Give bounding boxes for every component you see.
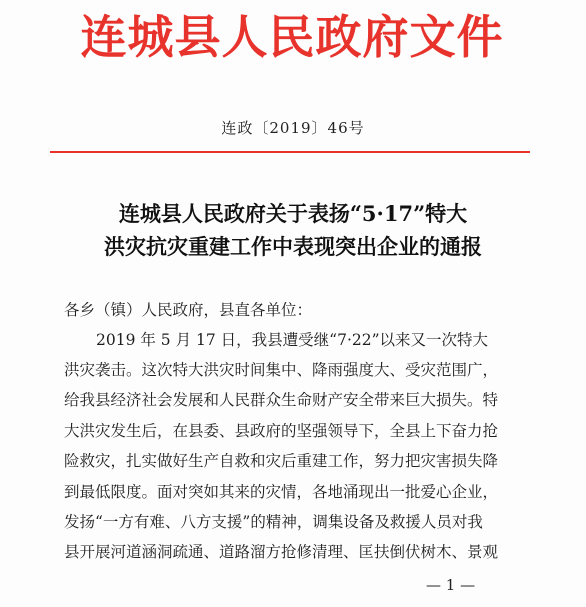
document-title-line-2: 洪灾抗灾重建工作中表现突出企业的通报 xyxy=(104,234,482,259)
body-line: 到最低限度。面对突如其来的灾情，各地涌现出一批爱心企业， xyxy=(64,483,499,501)
document-title-line-1: 连城县人民政府关于表扬“5·17”特大 xyxy=(118,201,468,226)
body-line: 发扬“一方有难、八方支援”的精神，调集设备及救援人员对我 xyxy=(64,513,483,531)
body-line: 险救灾，扎实做好生产自救和灾后重建工作，努力把灾害损失降 xyxy=(64,452,499,470)
salutation: 各乡（镇）人民政府，县直各单位： xyxy=(64,301,313,319)
body-line: 洪灾袭击。这次特大洪灾时间集中、降雨强度大、受灾范围广， xyxy=(64,361,499,379)
body-line: 给我县经济社会发展和人民群众生命财产安全带来巨大损失。特 xyxy=(64,391,499,409)
body-line: 大洪灾发生后，在县委、县政府的坚强领导下，全县上下奋力抢 xyxy=(64,422,499,440)
body-line: 2019 年 5 月 17 日，我县遭受继“7·22”以来又一次特大 xyxy=(96,331,489,349)
document-masthead: 连城县人民政府文件 xyxy=(80,10,504,64)
page-number: — 1 — xyxy=(426,576,476,594)
document-number: 连政〔2019〕46号 xyxy=(221,119,365,137)
red-separator-line xyxy=(50,151,530,153)
body-line: 县开展河道涵洞疏通、道路溜方抢修清理、匡扶倒伏树木、景观 xyxy=(64,543,499,561)
